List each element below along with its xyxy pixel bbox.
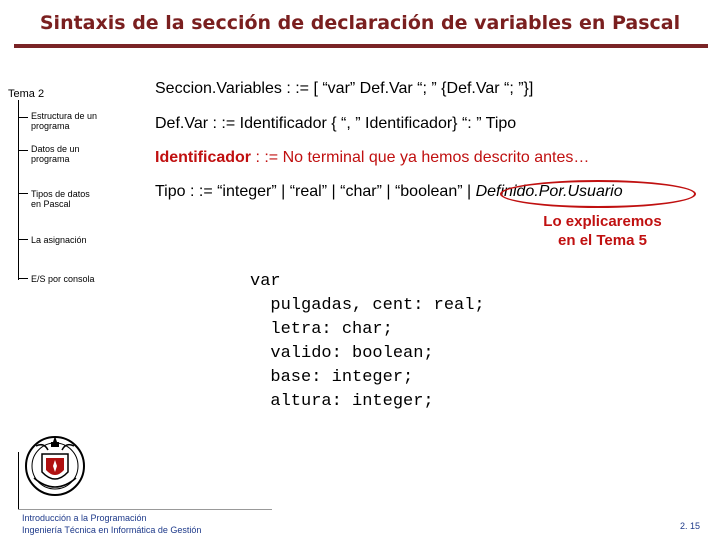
title-bar bbox=[0, 0, 720, 44]
footer-vertical-line bbox=[18, 452, 19, 510]
sidebar-item-datos[interactable]: Datos de un programa bbox=[31, 144, 80, 164]
sidebar-item-asignacion[interactable]: La asignación bbox=[31, 235, 87, 245]
footer-line-1: Introducción a la Programación bbox=[22, 513, 147, 523]
sidebar-tick bbox=[18, 150, 28, 151]
tipo-options: Tipo : := “integer” | “real” | “char” | “boolean” | bbox=[155, 183, 476, 200]
code-line: valido: boolean; bbox=[250, 344, 434, 363]
footer-rule bbox=[18, 509, 272, 510]
tipo-definido-usuario: Definido.Por.Usuario bbox=[475, 183, 623, 200]
sidebar-item-estructura[interactable]: Estructura de un programa bbox=[31, 111, 98, 131]
rule-seccion-variables: Seccion.Variables : := [ “var” Def.Var “; ” {Def.Var “; ”}] bbox=[155, 80, 534, 97]
title-rule bbox=[14, 44, 708, 48]
sidebar-tick bbox=[18, 239, 28, 240]
code-line: var bbox=[250, 272, 281, 291]
sidebar-item-tipos[interactable]: Tipos de datos en Pascal bbox=[31, 189, 90, 209]
code-line: altura: integer; bbox=[250, 392, 434, 411]
sidebar-tick bbox=[18, 193, 28, 194]
highlight-ellipse bbox=[500, 180, 696, 208]
rule-def-var: Def.Var : := Identificador { “, ” Identificador} “: ” Tipo bbox=[155, 115, 517, 132]
sidebar-vertical-line bbox=[18, 100, 19, 280]
note-tema5 bbox=[500, 212, 705, 250]
rule-identificador bbox=[155, 149, 589, 167]
code-example bbox=[250, 270, 485, 414]
sidebar-item-es-consola[interactable]: E/S por consola bbox=[31, 274, 95, 284]
footer-line-2: Ingeniería Técnica en Informática de Gestión bbox=[22, 525, 202, 535]
identificador-description: : := No terminal que ya hemos descrito antes… bbox=[251, 149, 590, 166]
sidebar-tick bbox=[18, 278, 28, 279]
sidebar-tick bbox=[18, 117, 28, 118]
note-line-1: Lo explicaremos bbox=[543, 213, 662, 230]
code-line: pulgadas, cent: real; bbox=[250, 296, 485, 315]
code-line: letra: char; bbox=[250, 320, 393, 339]
page-number: 2. 15 bbox=[680, 521, 701, 531]
sidebar-section-title: Tema 2 bbox=[8, 88, 45, 100]
university-crest-icon bbox=[24, 432, 86, 498]
code-line: base: integer; bbox=[250, 368, 414, 387]
slide-title: Sintaxis de la sección de declaración de variables en Pascal bbox=[39, 12, 681, 34]
note-line-2: en el Tema 5 bbox=[558, 232, 647, 249]
footer-course bbox=[22, 512, 201, 536]
identificador-keyword: Identificador bbox=[155, 149, 252, 166]
